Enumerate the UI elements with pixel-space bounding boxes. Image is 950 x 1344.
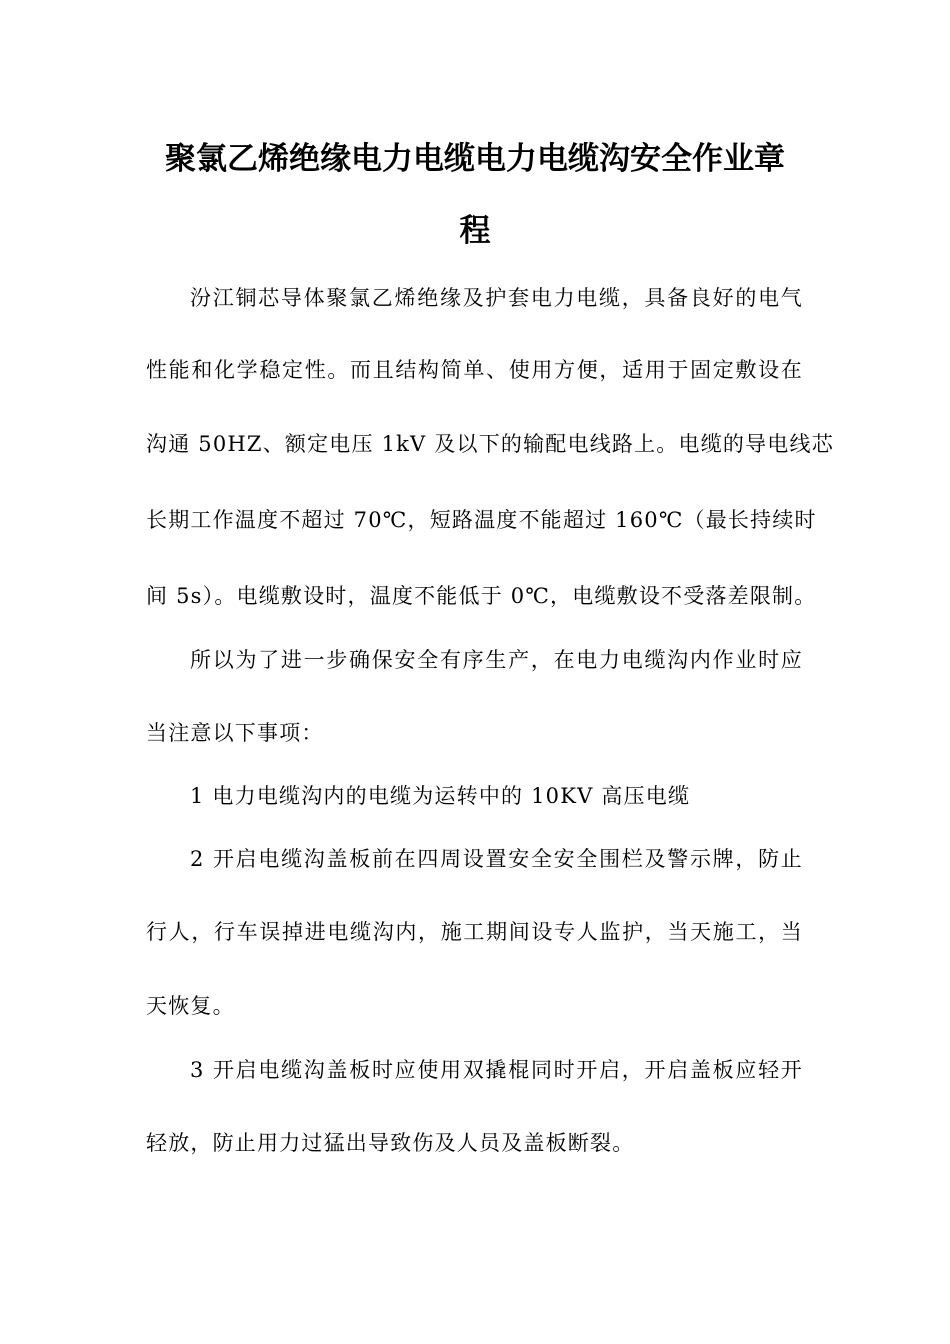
document-title-line-2: 程 xyxy=(459,213,491,249)
paragraph-2-line-1: 所以为了进一步确保安全有序生产，在电力电缆沟内作业时应 xyxy=(190,648,803,672)
item-3-line-2: 轻放，防止用力过猛出导致伤及人员及盖板断裂。 xyxy=(146,1131,635,1155)
item-3-line-1: 3 开启电缆沟盖板时应使用双撬棍同时开启，开启盖板应轻开 xyxy=(190,1058,803,1082)
item-1-line-1: 1 电力电缆沟内的电缆为运转中的 10KV 高压电缆 xyxy=(190,784,691,808)
item-2-line-1: 2 开启电缆沟盖板前在四周设置安全安全围栏及警示牌，防止 xyxy=(190,847,803,871)
item-2-line-2: 行人，行车误掉进电缆沟内，施工期间设专人监护，当天施工，当 xyxy=(146,920,803,944)
paragraph-2-line-2: 当注意以下事项： xyxy=(146,721,324,745)
document-title-line-1: 聚氯乙烯绝缘电力电缆电力电缆沟安全作业章 xyxy=(165,141,785,177)
paragraph-1-line-4: 长期工作温度不超过 70℃，短路温度不能超过 160℃（最长持续时 xyxy=(146,508,817,532)
paragraph-1-line-2: 性能和化学稳定性。而且结构简单、使用方便，适用于固定敷设在 xyxy=(146,358,803,382)
item-2-line-3: 天恢复。 xyxy=(146,994,235,1018)
paragraph-1-line-3: 沟通 50HZ、额定电压 1kV 及以下的输配电线路上。电缆的导电线芯 xyxy=(146,432,834,456)
paragraph-1-line-1: 汾江铜芯导体聚氯乙烯绝缘及护套电力电缆，具备良好的电气 xyxy=(190,286,803,310)
paragraph-1-line-5: 间 5s）。电缆敷设时，温度不能低于 0℃，电缆敷设不受落差限制。 xyxy=(146,584,817,608)
